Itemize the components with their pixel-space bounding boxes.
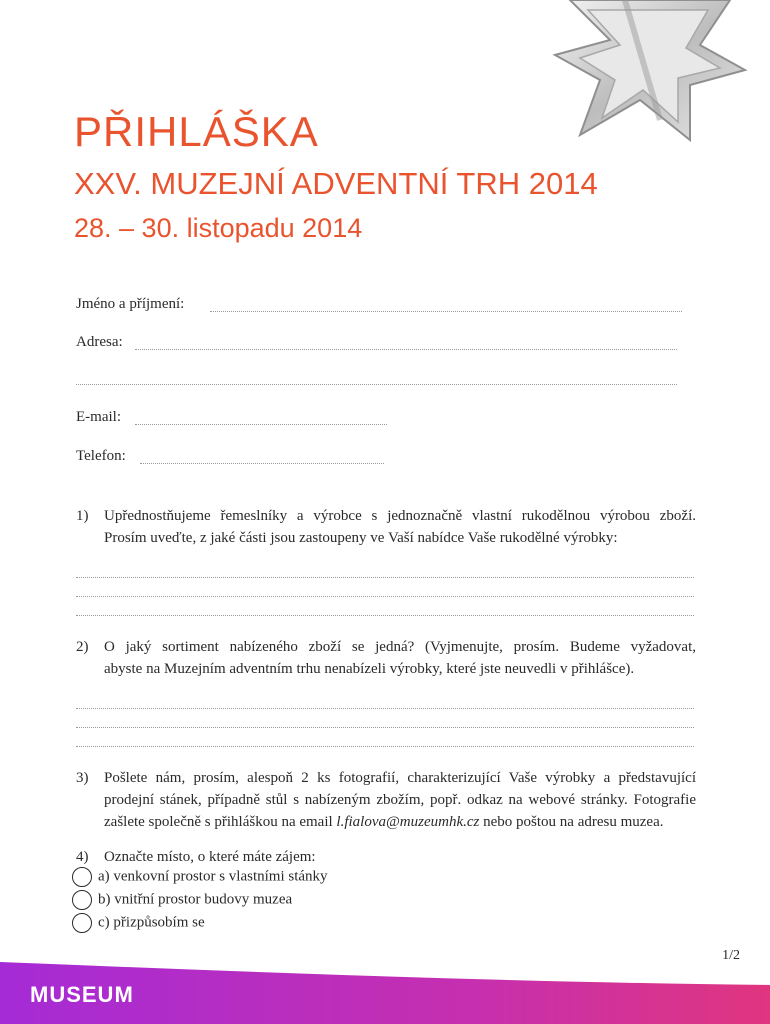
form-title: PŘIHLÁŠKA — [74, 108, 319, 155]
museum-logo: MUSEUM — [30, 982, 134, 1007]
question-3-line1: Pošlete nám, prosím, alespoň 2 ks fotografií, charakterizující Vaše výrobky a představující — [104, 770, 696, 786]
question-3-line3-pre: zašlete společně s přihláškou na email — [104, 814, 337, 830]
question-2-line2: abyste na Muzejním adventním trhu nenabízeli výrobky, které jste neuvedli v přihlášce). — [104, 661, 635, 677]
question-1-line1: Upřednostňujeme řemeslníky a výrobce s jednoznačně vlastní rukodělnou výrobou zboží. — [104, 508, 696, 524]
question-1-line2: Prosím uveďte, z jaké části jsou zastoupeny ve Vaší nabídce Vaše rukodělné výrobky: — [104, 530, 618, 546]
question-2-number: 2) — [76, 639, 89, 655]
option-indoor-label: b) vnitřní prostor budovy muzea — [98, 891, 293, 908]
question-3-line2: prodejní stánek, případně stůl s nabízeným zbožím, popř. odkaz na webové stránky. Fotografie — [104, 792, 696, 808]
contact-email-link[interactable]: l.fialova@muzeumhk.cz — [336, 814, 480, 830]
event-title: XXV. MUZEJNÍ ADVENTNÍ TRH 2014 — [74, 166, 598, 201]
email-label: E-mail: — [76, 409, 121, 425]
page-number: 1/2 — [722, 948, 740, 963]
address-label: Adresa: — [76, 334, 123, 350]
name-label: Jméno a příjmení: — [76, 296, 185, 312]
question-3-line3-post: nebo poštou na adresu muzea. — [479, 814, 664, 830]
option-any-label: c) přizpůsobím se — [98, 914, 205, 931]
question-1-number: 1) — [76, 508, 89, 524]
event-dates: 28. – 30. listopadu 2014 — [74, 213, 363, 243]
question-4-number: 4) — [76, 849, 89, 865]
option-outdoor-label: a) venkovní prostor s vlastními stánky — [98, 868, 328, 885]
question-4-text: Označte místo, o které máte zájem: — [104, 849, 316, 865]
question-3-number: 3) — [76, 770, 89, 786]
phone-label: Telefon: — [76, 448, 126, 464]
question-2-line1: O jaký sortiment nabízeného zboží se jedná? (Vyjmenujte, prosím. Budeme vyžadovat, — [104, 639, 696, 655]
